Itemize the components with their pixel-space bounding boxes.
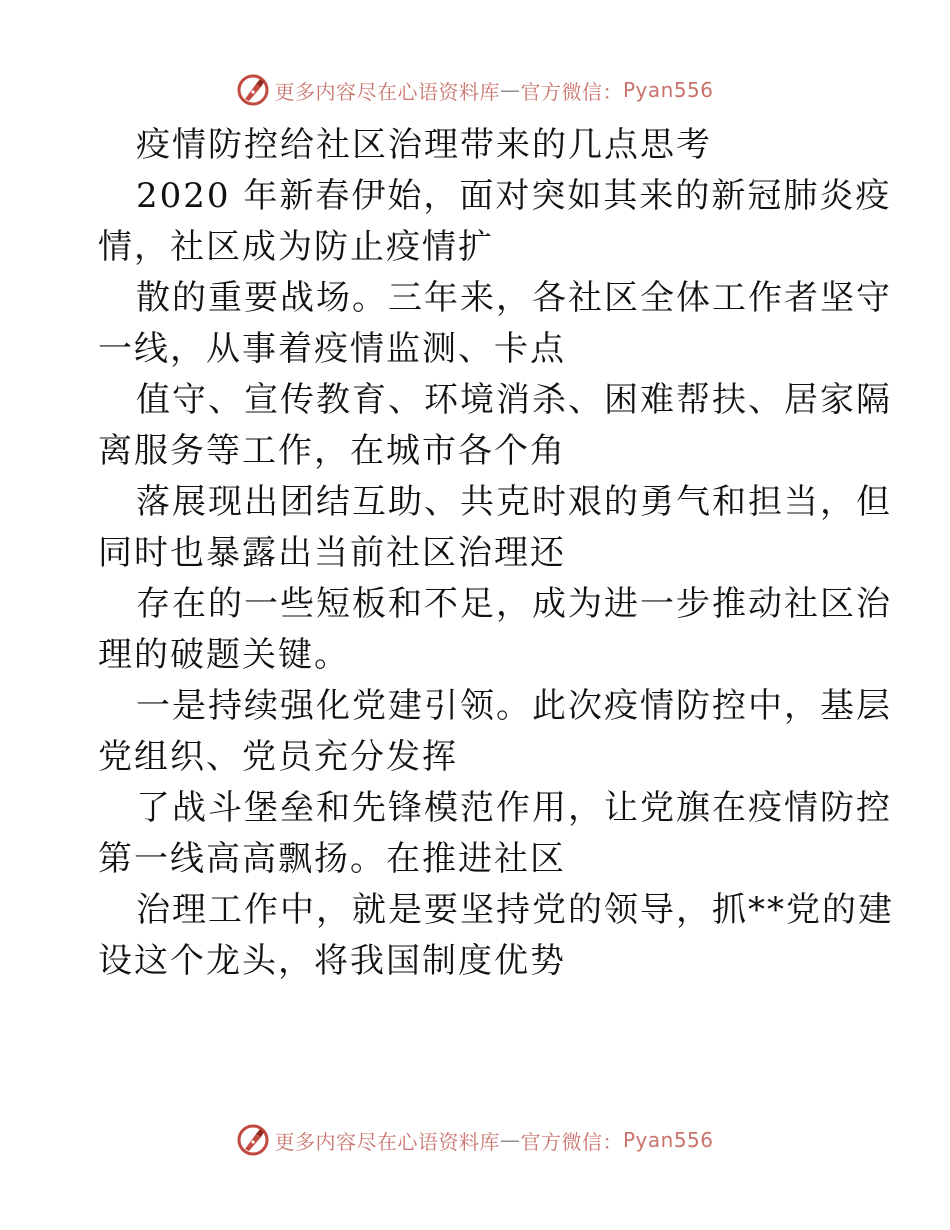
document-body [98, 120, 894, 987]
text-line: 散的重要战场。三年来，各社区全体工作者坚守 [136, 278, 892, 318]
text-line: 同时也暴露出当前社区治理还 [98, 533, 566, 573]
text-line: 离服务等工作，在城市各个角 [98, 431, 566, 471]
text-line: 党组织、党员充分发挥 [98, 737, 458, 777]
text-line: 2020 年新春伊始，面对突如其来的新冠肺炎疫 [136, 176, 892, 216]
banner-main-text: 更多内容尽在心语资料库 [274, 79, 500, 104]
text-line: 一线，从事着疫情监测、卡点 [98, 329, 566, 369]
text-line: 落展现出团结互助、共克时艰的勇气和担当，但 [136, 482, 892, 522]
pen-nib-circle-logo-icon [236, 1123, 270, 1157]
header-watermark-banner [0, 70, 950, 110]
banner-wechat-id: Pyan556 [622, 1128, 714, 1152]
banner-separator: — [499, 1128, 521, 1152]
banner-main-text: 更多内容尽在心语资料库 [274, 1129, 500, 1154]
document-title: 疫情防控给社区治理带来的几点思考 [136, 125, 712, 165]
banner-separator: — [499, 78, 521, 102]
text-line: 治理工作中，就是要坚持党的领导，抓**党的建 [136, 890, 894, 930]
text-line: 设这个龙头，将我国制度优势 [98, 941, 566, 981]
banner-wechat-label: 官方微信： [520, 79, 623, 104]
text-line: 一是持续强化党建引领。此次疫情防控中，基层 [136, 686, 892, 726]
text-line: 值守、宣传教育、环境消杀、困难帮扶、居家隔 [136, 380, 892, 420]
text-line: 情，社区成为防止疫情扩 [98, 227, 494, 267]
banner-wechat-id: Pyan556 [622, 78, 714, 102]
text-line: 了战斗堡垒和先锋模范作用，让党旗在疫情防控 [136, 788, 892, 828]
pen-nib-circle-logo-icon [236, 73, 270, 107]
text-line: 存在的一些短板和不足，成为进一步推动社区治 [136, 584, 892, 624]
text-line: 理的破题关键。 [98, 635, 350, 675]
footer-watermark-banner [0, 1120, 950, 1160]
text-line: 第一线高高飘扬。在推进社区 [98, 839, 566, 879]
banner-wechat-label: 官方微信： [520, 1129, 623, 1154]
